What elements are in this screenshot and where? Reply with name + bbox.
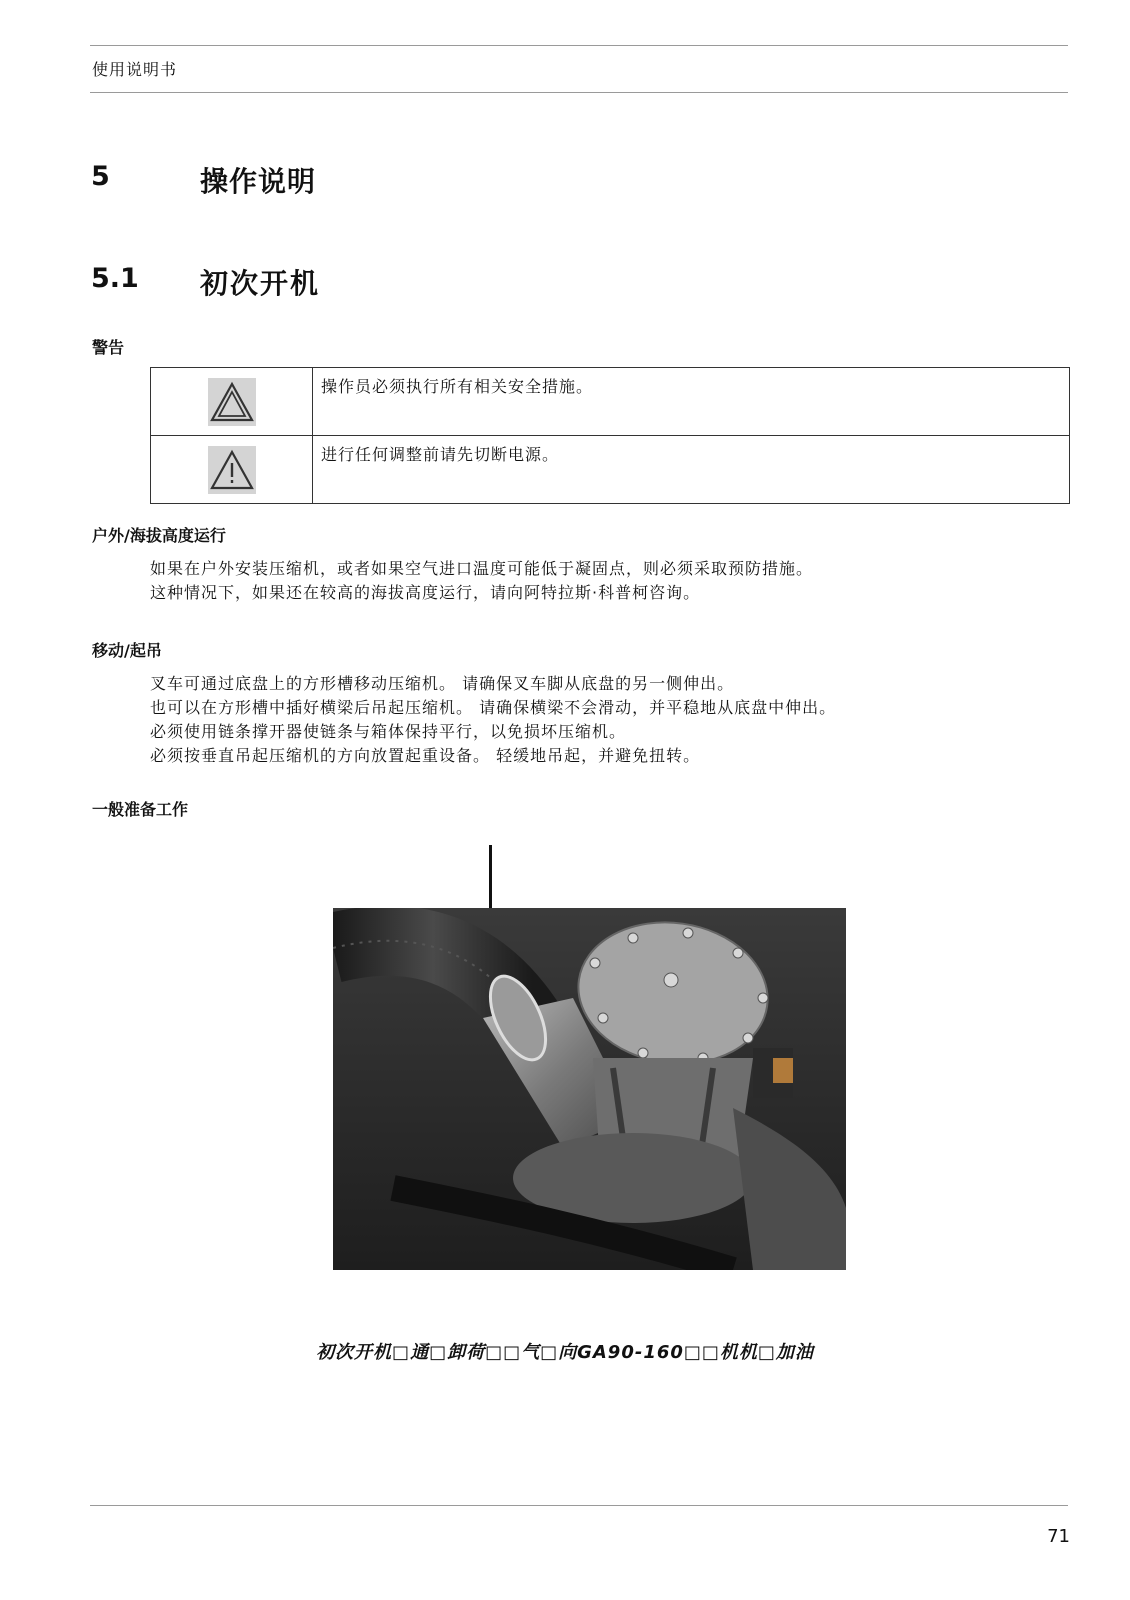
exclamation-warning-icon (208, 446, 256, 494)
document-title: 使用说明书 (92, 60, 178, 79)
chapter-title: 操作说明 (200, 165, 317, 198)
warning-triangle-icon (208, 378, 256, 426)
figure-caption: 初次开机□通□卸荷□□气□向GA90-160□□机机□加油 (316, 1342, 814, 1363)
moving-heading: 移动/起吊 (92, 641, 162, 660)
warning-text: 进行任何调整前请先切断电源。 (313, 436, 1070, 504)
footer-rule (90, 1505, 1068, 1506)
warning-icon-cell (151, 436, 313, 504)
body-line: 这种情况下，如果还在较高的海拔高度运行，请向阿特拉斯·科普柯咨询。 (150, 583, 701, 602)
warning-heading: 警告 (92, 338, 125, 357)
outdoor-heading: 户外/海拔高度运行 (92, 526, 226, 545)
compressor-photo (333, 908, 846, 1270)
warning-table (150, 367, 1070, 504)
section-number: 5.1 (91, 263, 139, 294)
body-line: 也可以在方形槽中插好横梁后吊起压缩机。 请确保横梁不会滑动，并平稳地从底盘中伸出。 (150, 698, 837, 717)
warning-row (151, 436, 1070, 504)
header-top-rule (90, 45, 1068, 46)
warning-text: 操作员必须执行所有相关安全措施。 (313, 368, 1070, 436)
warning-row (151, 368, 1070, 436)
header-bottom-rule (90, 92, 1068, 93)
chapter-number: 5 (91, 161, 110, 192)
page-number: 71 (1047, 1526, 1070, 1547)
section-title: 初次开机 (200, 267, 321, 300)
body-line: 必须使用链条撑开器使链条与箱体保持平行，以免损坏压缩机。 (150, 722, 627, 741)
general-heading: 一般准备工作 (92, 800, 189, 819)
warning-icon-cell (151, 368, 313, 436)
body-line: 叉车可通过底盘上的方形槽移动压缩机。 请确保叉车脚从底盘的另一侧伸出。 (150, 674, 735, 693)
body-line: 如果在户外安装压缩机，或者如果空气进口温度可能低于凝固点，则必须采取预防措施。 (150, 559, 814, 578)
body-line: 必须按垂直吊起压缩机的方向放置起重设备。 轻缓地吊起，并避免扭转。 (150, 746, 701, 765)
